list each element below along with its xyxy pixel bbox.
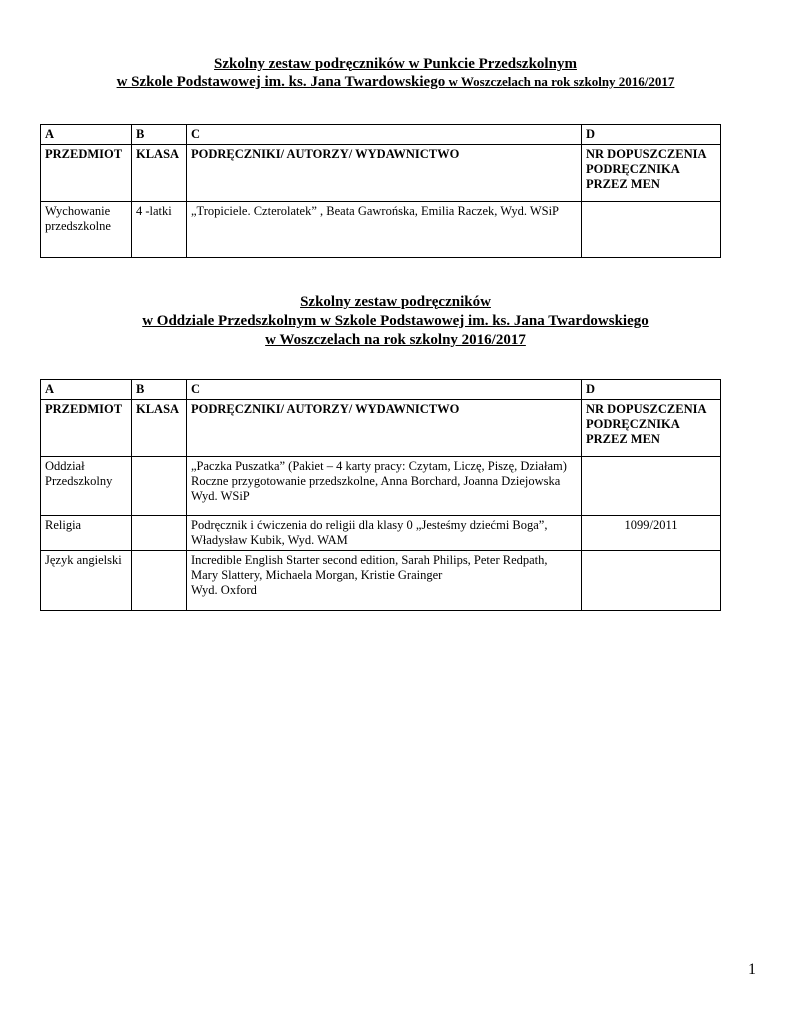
letter-a: A <box>41 380 132 400</box>
letter-b: B <box>132 380 187 400</box>
letter-a: A <box>41 125 132 145</box>
page-number: 1 <box>748 961 756 978</box>
cell-subject: Język angielski <box>41 551 132 611</box>
section1-title-line2-tail: w Woszczelach na rok szkolny 2016/2017 <box>445 74 675 89</box>
header-class: KLASA <box>132 145 187 202</box>
table-row <box>41 551 721 611</box>
cell-subject: Wychowanie przedszkolne <box>41 202 132 258</box>
section1-title-line2 <box>0 75 791 90</box>
header-approval-number: NR DOPUSZCZENIA PODRĘCZNIKA PRZEZ MEN <box>582 145 721 202</box>
cell-books: „Tropiciele. Czterolatek” , Beata Gawrońska, Emilia Raczek, Wyd. WSiP <box>187 202 582 258</box>
table-row <box>41 516 721 551</box>
cell-class: 4 -latki <box>132 202 187 258</box>
header-subject: PRZEDMIOT <box>41 145 132 202</box>
section2-table <box>40 379 721 611</box>
letter-row <box>41 380 721 400</box>
header-books: PODRĘCZNIKI/ AUTORZY/ WYDAWNICTWO <box>187 400 582 457</box>
section1-table <box>40 124 721 258</box>
header-books: PODRĘCZNIKI/ AUTORZY/ WYDAWNICTWO <box>187 145 582 202</box>
letter-c: C <box>187 125 582 145</box>
letter-d: D <box>582 380 721 400</box>
letter-c: C <box>187 380 582 400</box>
cell-approval-number: 1099/2011 <box>582 516 721 551</box>
cell-books: „Paczka Puszatka” (Pakiet – 4 karty pracy: Czytam, Liczę, Piszę, Działam) Roczne przygotowanie przedszkolne, Anna Borchard, Joanna Dziejowska Wyd. WSiP <box>187 457 582 516</box>
letter-d: D <box>582 125 721 145</box>
header-row <box>41 145 721 202</box>
cell-approval-number <box>582 202 721 258</box>
cell-subject: Religia <box>41 516 132 551</box>
cell-class <box>132 551 187 611</box>
letter-b: B <box>132 125 187 145</box>
cell-subject: Oddział Przedszkolny <box>41 457 132 516</box>
table-row <box>41 457 721 516</box>
section2-title-line3: w Woszczelach na rok szkolny 2016/2017 <box>265 332 526 348</box>
header-approval-number: NR DOPUSZCZENIA PODRĘCZNIKA PRZEZ MEN <box>582 400 721 457</box>
header-row <box>41 400 721 457</box>
letter-row <box>41 125 721 145</box>
section1-title-line2-main: w Szkole Podstawowej im. ks. Jana Twardowskiego <box>116 74 446 90</box>
cell-class <box>132 457 187 516</box>
section1-title-line1: Szkolny zestaw podręczników w Punkcie Przedszkolnym <box>214 56 577 72</box>
cell-approval-number <box>582 551 721 611</box>
cell-approval-number <box>582 457 721 516</box>
header-subject: PRZEDMIOT <box>41 400 132 457</box>
cell-books: Incredible English Starter second edition, Sarah Philips, Peter Redpath, Mary Slattery, Michaela Morgan, Kristie Grainger Wyd. Oxford <box>187 551 582 611</box>
table-row <box>41 202 721 258</box>
section2-title-line1: Szkolny zestaw podręczników <box>300 294 491 310</box>
header-class: KLASA <box>132 400 187 457</box>
cell-class <box>132 516 187 551</box>
cell-books: Podręcznik i ćwiczenia do religii dla klasy 0 „Jesteśmy dziećmi Boga”, Władysław Kubik, Wyd. WAM <box>187 516 582 551</box>
section2-title-line2: w Oddziale Przedszkolnym w Szkole Podstawowej im. ks. Jana Twardowskiego <box>142 313 649 329</box>
